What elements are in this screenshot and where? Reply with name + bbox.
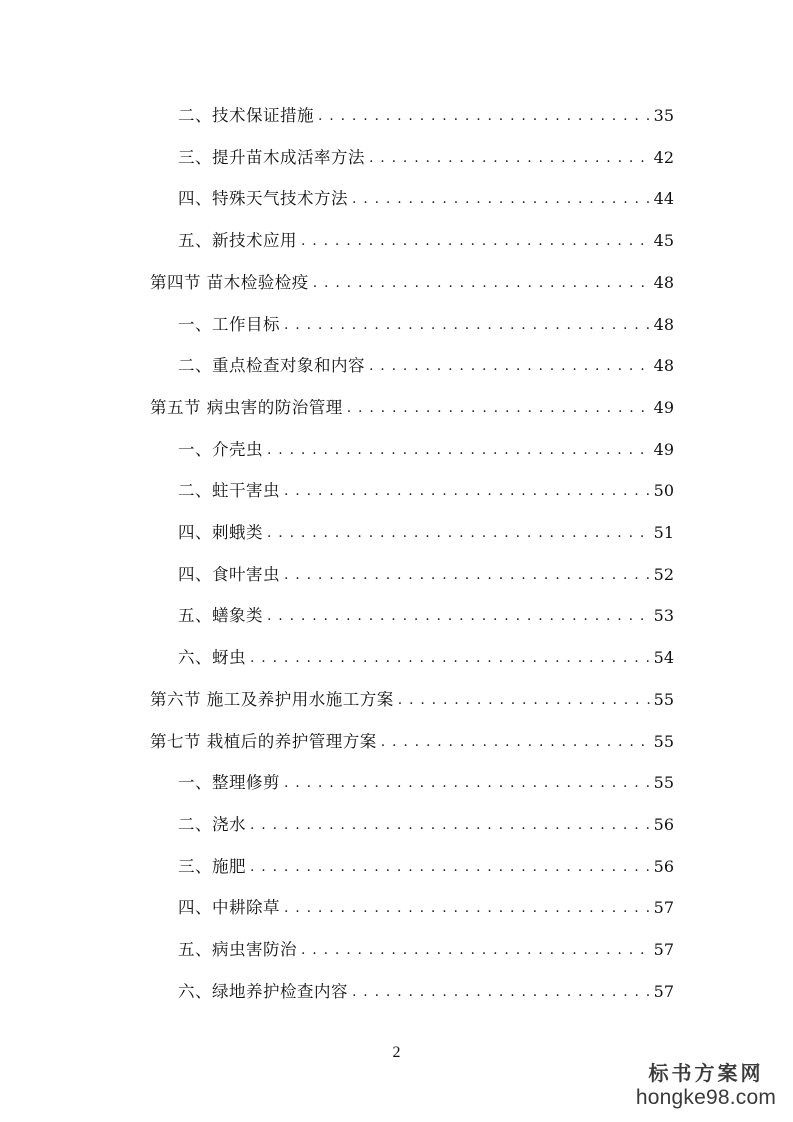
toc-entry-page: 42 <box>653 147 674 167</box>
toc-entry-page: 57 <box>653 940 674 959</box>
toc-entry-page: 35 <box>653 106 674 125</box>
toc-entry-title: 一、介壳虫 <box>178 439 263 459</box>
dot-leader <box>347 398 650 418</box>
toc-entry-page: 49 <box>653 439 674 459</box>
toc-entry-title: 一、整理修剪 <box>178 773 280 793</box>
toc-entry-title: 第六节 施工及养护用水施工方案 <box>150 689 394 709</box>
toc-entry-title: 三、施肥 <box>178 856 246 876</box>
toc-entry-title: 四、特殊天气技术方法 <box>178 189 348 209</box>
toc-entry-page: 54 <box>653 648 674 668</box>
toc-entry-page: 51 <box>653 523 674 542</box>
toc-entry-page: 49 <box>653 397 674 417</box>
dot-leader <box>267 523 650 543</box>
toc-entry-title: 五、新技术应用 <box>178 231 297 251</box>
toc-entry-page: 55 <box>653 731 674 751</box>
dot-leader <box>284 898 650 918</box>
toc-entry[interactable] <box>178 100 674 126</box>
toc-entry[interactable] <box>178 976 674 1002</box>
dot-leader <box>313 273 650 293</box>
toc-entry[interactable] <box>178 642 674 668</box>
toc-entry-title: 六、绿地养护检查内容 <box>178 981 348 1001</box>
toc-entry-title: 二、浇水 <box>178 814 246 834</box>
toc-entry-title: 二、技术保证措施 <box>178 106 314 125</box>
page-number: 2 <box>392 1044 401 1061</box>
dot-leader <box>369 148 650 168</box>
dot-leader <box>284 481 650 501</box>
toc-section-entry[interactable] <box>150 726 674 752</box>
dot-leader <box>250 648 650 668</box>
toc-entry-title: 二、蛀干害虫 <box>178 481 280 501</box>
toc-entry-page: 53 <box>653 606 674 626</box>
toc-entry-page: 52 <box>653 564 674 584</box>
toc-entry-page: 45 <box>653 231 674 251</box>
dot-leader <box>250 815 650 835</box>
dot-leader <box>301 940 650 960</box>
toc-entry-title: 第七节 栽植后的养护管理方案 <box>150 731 377 751</box>
toc-entry[interactable] <box>178 934 674 960</box>
toc-entry-title: 四、食叶害虫 <box>178 564 280 584</box>
dot-leader <box>267 440 650 460</box>
dot-leader <box>381 732 650 752</box>
toc-entry-title: 四、中耕除草 <box>178 898 280 918</box>
toc-section-entry[interactable] <box>150 392 674 418</box>
toc-entry-title: 三、提升苗木成活率方法 <box>178 147 365 167</box>
site-watermark <box>631 1062 781 1110</box>
toc-entry[interactable] <box>178 142 674 168</box>
watermark-url: hongke98.com <box>635 1086 777 1109</box>
toc-entry[interactable] <box>178 183 674 209</box>
toc-section-entry[interactable] <box>150 684 674 710</box>
dot-leader <box>250 857 650 877</box>
dot-leader <box>301 231 650 251</box>
toc-entry-page: 55 <box>653 773 674 793</box>
toc-entry[interactable] <box>178 475 674 501</box>
toc-entry-page: 48 <box>653 356 674 376</box>
toc-entry-title: 四、刺蛾类 <box>178 523 263 542</box>
toc-entry[interactable] <box>178 559 674 585</box>
toc-entry-page: 44 <box>653 189 674 209</box>
dot-leader <box>398 690 650 710</box>
dot-leader <box>369 356 650 376</box>
toc-entry[interactable] <box>178 892 674 918</box>
toc-entry[interactable] <box>178 600 674 626</box>
toc-entry[interactable] <box>178 851 674 877</box>
toc-entry-title: 六、蚜虫 <box>178 648 246 668</box>
watermark-site-name: 标书方案网 <box>648 1063 764 1085</box>
toc-entry-title: 二、重点检查对象和内容 <box>178 356 365 376</box>
toc-section-entry[interactable] <box>150 267 674 293</box>
toc-entry[interactable] <box>178 225 674 251</box>
toc-entry[interactable] <box>178 434 674 460</box>
toc-entry[interactable] <box>178 309 674 335</box>
toc-entry-page: 48 <box>653 272 674 292</box>
dot-leader <box>352 982 650 1002</box>
dot-leader <box>352 189 650 209</box>
dot-leader <box>284 773 650 793</box>
toc-entry[interactable] <box>178 809 674 835</box>
toc-entry[interactable] <box>178 350 674 376</box>
dot-leader <box>284 315 650 335</box>
toc-entry-title: 五、病虫害防治 <box>178 940 297 959</box>
toc-entry[interactable] <box>178 767 674 793</box>
toc-entry-page: 56 <box>653 814 674 834</box>
toc-entry-title: 第五节 病虫害的防治管理 <box>150 397 343 417</box>
dot-leader <box>267 606 650 626</box>
dot-leader <box>318 106 650 126</box>
toc-entry-page: 57 <box>653 898 674 918</box>
toc-entry-page: 56 <box>653 856 674 876</box>
toc-entry-page: 55 <box>653 689 674 709</box>
toc-entry-page: 48 <box>653 314 674 334</box>
toc-entry[interactable] <box>178 517 674 543</box>
toc-entry-page: 57 <box>653 981 674 1001</box>
dot-leader <box>284 565 650 585</box>
toc-entry-page: 50 <box>653 481 674 501</box>
toc-entry-title: 一、工作目标 <box>178 314 280 334</box>
toc-entry-title: 第四节 苗木检验检疫 <box>150 272 309 292</box>
toc-entry-title: 五、蟮象类 <box>178 606 263 626</box>
